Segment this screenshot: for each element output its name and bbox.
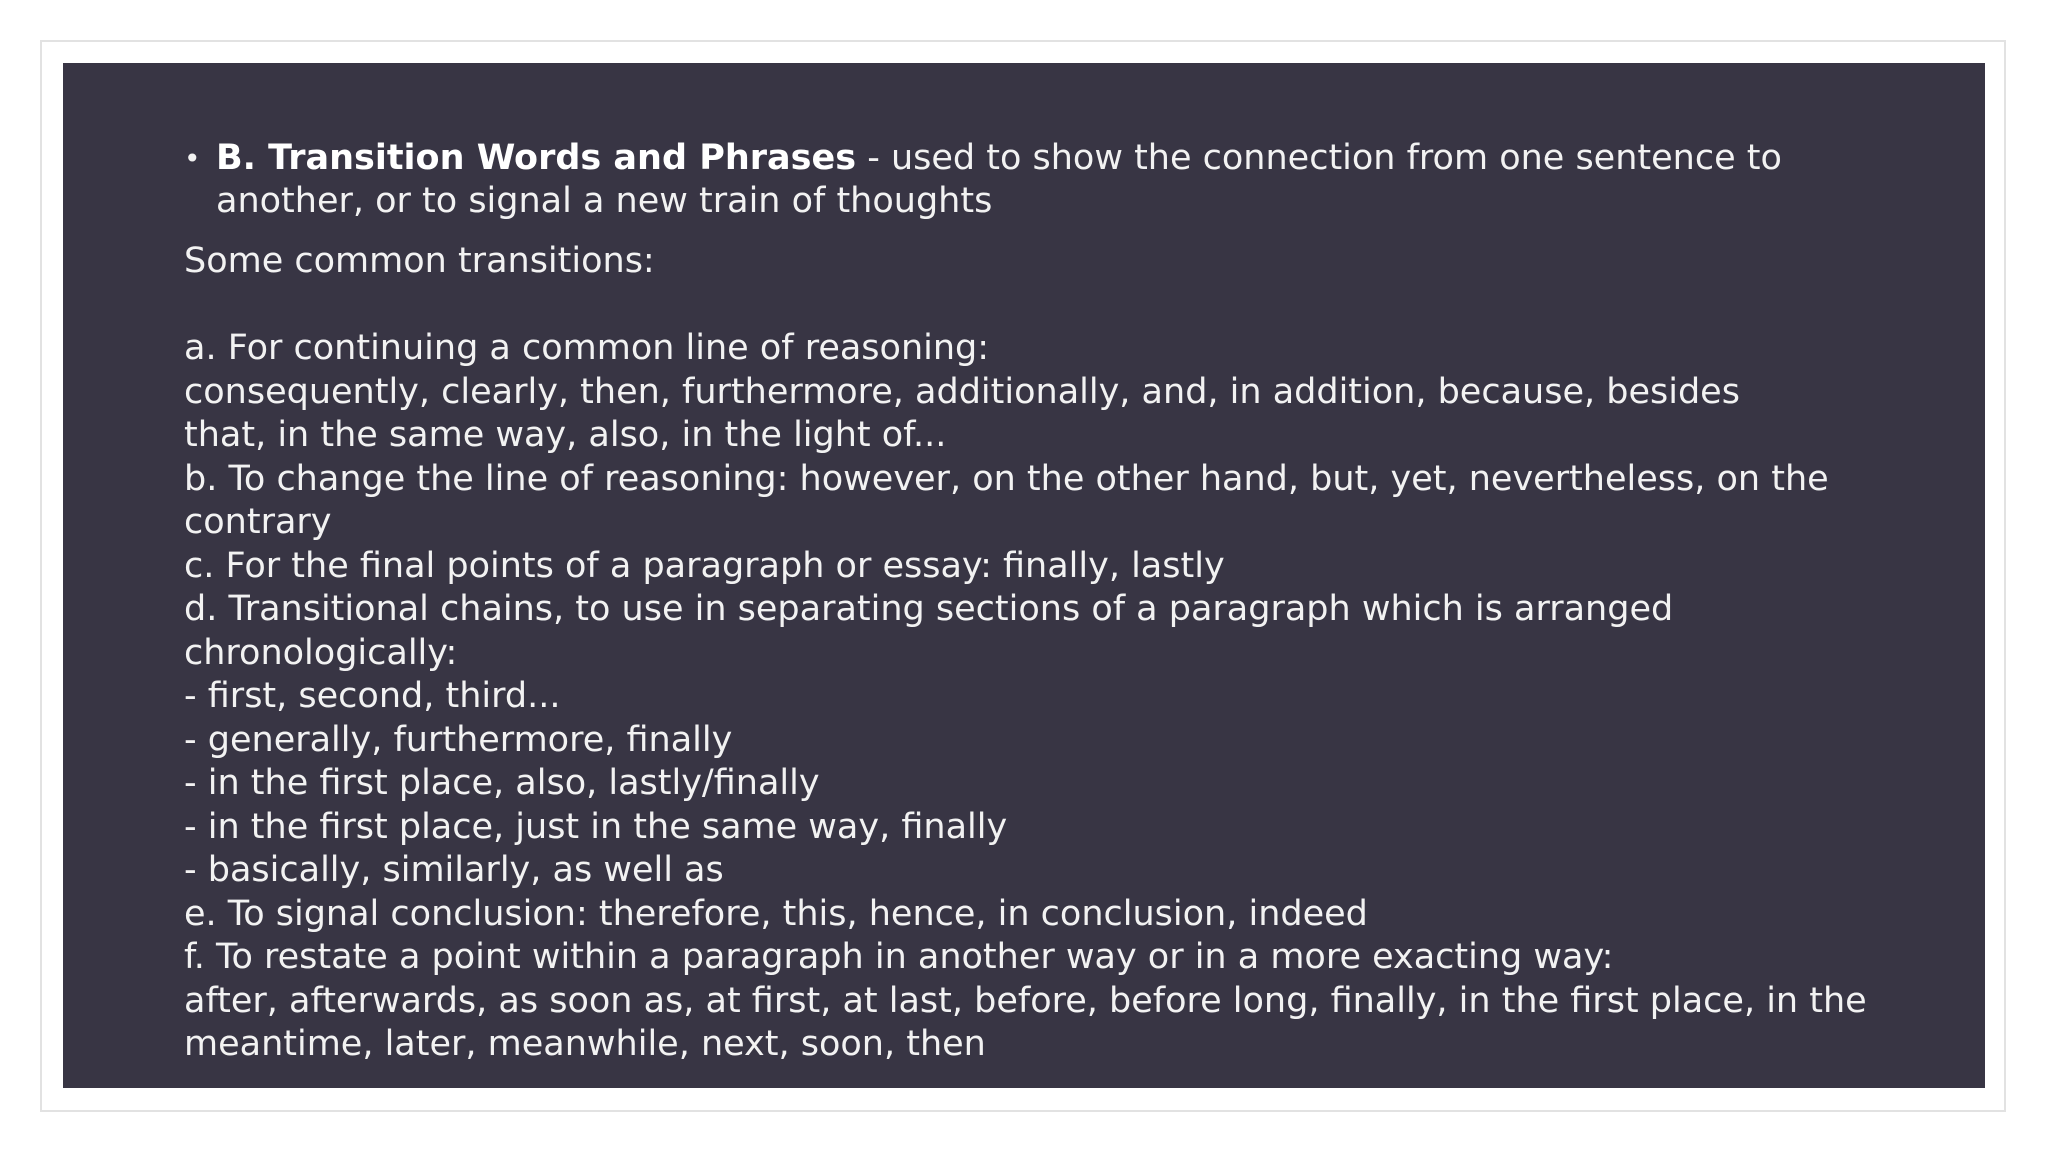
body-line: a. For continuing a common line of reasoning: [184,328,990,368]
body-line: - first, second, third... [184,676,561,716]
body-line: chronologically: [184,632,458,673]
body-line: e. To signal conclusion: therefore, this, hence, in conclusion, indeed [184,893,1368,934]
body-line: - generally, furthermore, finally [184,719,733,760]
slide-content [184,137,1924,1067]
bullet-heading: B. Transition Words and Phrases [216,138,857,178]
bullet-text-line2: another, or to signal a new train of thoughts [216,181,993,221]
body-line: consequently, clearly, then, furthermore, additionally, and, in addition, because, besides [184,371,1740,412]
body-line: meantime, later, meanwhile, next, soon, then [184,1024,986,1064]
body-line: d. Transitional chains, to use in separating sections of a paragraph which is arranged [184,589,1674,629]
body-line: - in the first place, also, lastly/finally [184,763,820,803]
bullet-marker: • [184,142,201,175]
body-line: b. To change the line of reasoning: however, on the other hand, but, yet, nevertheless, on the [184,458,1829,499]
body-line: - basically, similarly, as well as [184,850,724,890]
bullet-text-line1: - used to show the connection from one sentence to [856,138,1782,178]
bullet-item [184,137,1924,223]
body-line: f. To restate a point within a paragraph in another way or in a more exacting way: [184,937,1614,977]
body-line: that, in the same way, also, in the light of... [184,415,947,455]
intro-text: Some common transitions: [184,241,655,281]
slide [63,63,1985,1088]
body-line: - in the first place, just in the same way, finally [184,806,1008,847]
body-line: after, afterwards, as soon as, at first, at last, before, before long, finally, in the first place, in the [184,980,1867,1021]
blank-spacer [184,284,1924,328]
body-line: contrary [184,502,332,542]
body-line: c. For the final points of a paragraph or essay: finally, lastly [184,545,1225,586]
